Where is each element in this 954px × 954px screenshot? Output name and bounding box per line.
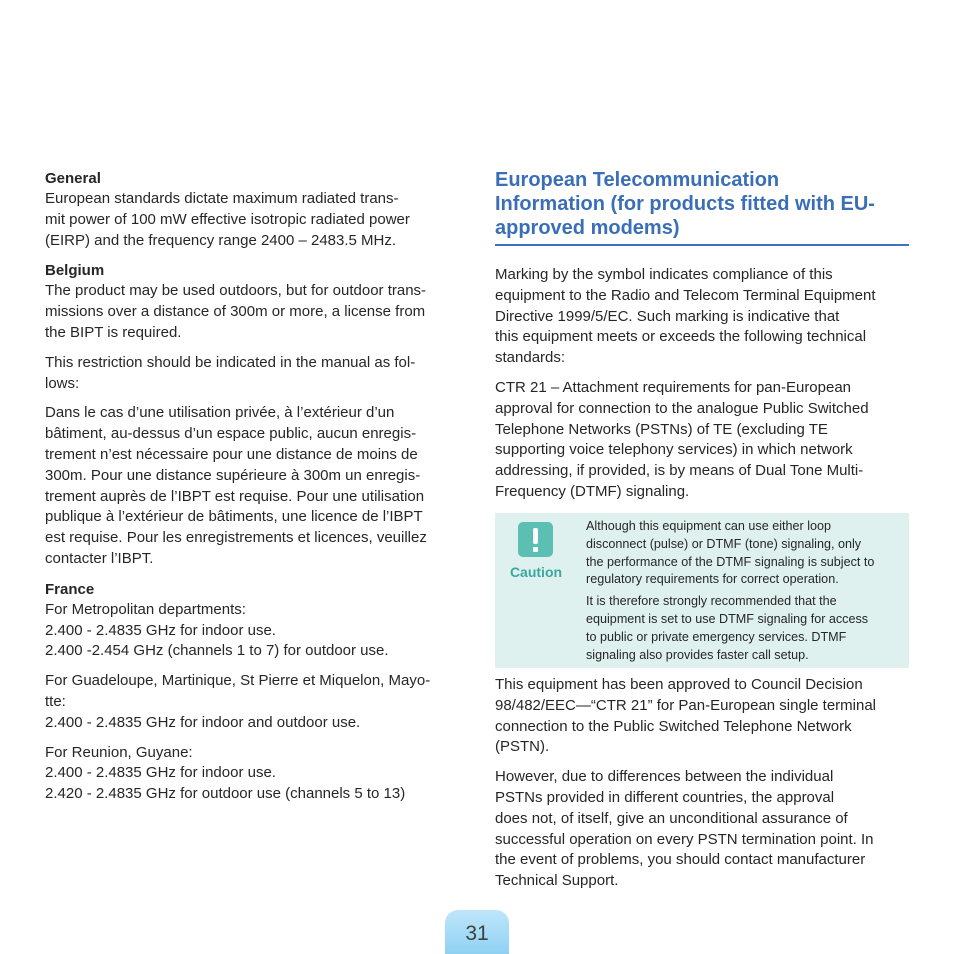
text-line: the performance of the DTMF signaling is subject to: [586, 554, 875, 569]
text-line: CTR 21 – Attachment requirements for pan-European: [495, 378, 852, 396]
text-line: disconnect (pulse) or DTMF (tone) signaling, only: [586, 536, 862, 551]
text-line: publique à l’extérieur de bâtiments, une licence de l’IBPT: [45, 508, 423, 526]
text-line: successful operation on every PSTN termination point. In: [495, 830, 874, 848]
text-line: 2.400 - 2.4835 GHz for indoor use.: [45, 621, 276, 639]
belgium-heading: Belgium: [45, 262, 105, 280]
text-line: This equipment has been approved to Council Decision: [495, 676, 863, 693]
title-line: European Telecommunication: [495, 169, 780, 191]
text-line: to public or private emergency services. DTMF: [586, 629, 847, 644]
title-line: approved modems): [495, 217, 680, 239]
france-paragraph-1: [45, 600, 465, 662]
marking-paragraph: [495, 265, 909, 369]
title-line: Information (for products fitted with EU-: [495, 193, 875, 215]
text-line: Technical Support.: [495, 872, 619, 890]
text-line: addressing, if provided, is by means of Dual Tone Multi-: [495, 462, 864, 480]
section-title: [495, 168, 909, 246]
text-line: trement n’est nécessaire pour une distance de moins de: [45, 445, 418, 463]
text-line: (EIRP) and the frequency range 2400 – 2483.5 MHz.: [45, 231, 397, 249]
left-column: [45, 168, 465, 814]
caution-paragraph-2: [586, 593, 904, 664]
text-line: European standards dictate maximum radiated trans-: [45, 190, 399, 207]
text-line: This restriction should be indicated in the manual as fol-: [45, 353, 416, 371]
caution-box: [495, 513, 909, 668]
text-line: connection to the Public Switched Telephone Network: [495, 717, 852, 735]
france-paragraph-2: [45, 671, 465, 733]
text-line: this equipment meets or exceeds the following technical: [495, 328, 867, 346]
text-line: Marking by the symbol indicates compliance of this: [495, 266, 833, 283]
text-line: signaling also provides faster call setup.: [586, 647, 809, 662]
text-line: bâtiment, au-dessus d’un espace public, aucun enregis-: [45, 425, 417, 443]
page-number-badge: [445, 910, 509, 954]
text-line: PSTNs provided in different countries, the approval: [495, 788, 835, 806]
approval-paragraph: [495, 675, 909, 758]
right-column-lower: [495, 675, 909, 901]
text-line: does not, of itself, give an unconditional assurance of: [495, 809, 848, 827]
text-line: (PSTN).: [495, 738, 550, 756]
text-line: 300m. Pour une distance supérieure à 300m un enregis-: [45, 466, 421, 484]
text-line: 2.400 - 2.4835 GHz for indoor use.: [45, 764, 276, 782]
text-line: equipment is set to use DTMF signaling for access: [586, 611, 869, 626]
text-line: 2.400 - 2.4835 GHz for indoor and outdoor use.: [45, 713, 361, 731]
text-line: Dans le cas d’une utilisation privée, à l’extérieur d’un: [45, 404, 395, 422]
exclamation-icon: [518, 522, 553, 557]
france-heading: France: [45, 580, 95, 598]
text-line: lows:: [45, 374, 80, 392]
text-line: It is therefore strongly recommended that the: [586, 594, 837, 609]
text-line: For Guadeloupe, Martinique, St Pierre et Miquelon, Mayo-: [45, 672, 431, 690]
caution-label: Caution: [509, 564, 563, 580]
text-line: regulatory requirements for correct operation.: [586, 572, 839, 587]
text-line: the event of problems, you should contact manufacturer: [495, 851, 866, 869]
belgium-paragraph-2: [45, 353, 465, 395]
text-line: approval for connection to the analogue Public Switched: [495, 399, 869, 417]
text-line: contacter l’IBPT.: [45, 549, 154, 567]
text-line: tte:: [45, 692, 66, 710]
text-line: Telephone Networks (PSTNs) of TE (excluding TE: [495, 420, 828, 438]
text-line: The product may be used outdoors, but for outdoor trans-: [45, 282, 427, 300]
text-line: Directive 1999/5/EC. Such marking is indicative that: [495, 307, 840, 325]
text-line: the BIPT is required.: [45, 323, 182, 341]
text-line: est requise. Pour les enregistrements et licences, veuillez: [45, 529, 427, 547]
text-line: standards:: [495, 349, 566, 367]
text-line: 98/482/EEC—“CTR 21” for Pan-European single terminal: [495, 696, 877, 714]
text-line: mit power of 100 mW effective isotropic radiated power: [45, 210, 410, 228]
general-text: [45, 189, 465, 251]
text-line: 2.420 - 2.4835 GHz for outdoor use (channels 5 to 13): [45, 785, 406, 803]
text-line: equipment to the Radio and Telecom Terminal Equipment: [495, 286, 876, 304]
differences-paragraph: [495, 767, 909, 892]
ctr21-paragraph: [495, 378, 909, 503]
text-line: 2.400 -2.454 GHz (channels 1 to 7) for outdoor use.: [45, 642, 389, 660]
belgium-paragraph-3: [45, 403, 465, 569]
text-line: missions over a distance of 300m or more, a license from: [45, 303, 426, 321]
caution-paragraph-1: [586, 518, 904, 589]
right-column: [495, 168, 909, 512]
text-line: trement auprès de l’IBPT est requise. Pour une utilisation: [45, 487, 425, 505]
text-line: However, due to differences between the individual: [495, 768, 834, 786]
text-line: Frequency (DTMF) signaling.: [495, 482, 690, 500]
text-line: Although this equipment can use either loop: [586, 519, 832, 533]
belgium-paragraph-1: [45, 281, 465, 343]
text-line: For Metropolitan departments:: [45, 600, 246, 618]
france-paragraph-3: [45, 743, 465, 805]
text-line: For Reunion, Guyane:: [45, 743, 193, 761]
general-heading: General: [45, 170, 101, 187]
caution-text: [586, 518, 904, 668]
text-line: supporting voice telephony services) in which network: [495, 441, 853, 459]
page-number: 31: [465, 922, 489, 945]
